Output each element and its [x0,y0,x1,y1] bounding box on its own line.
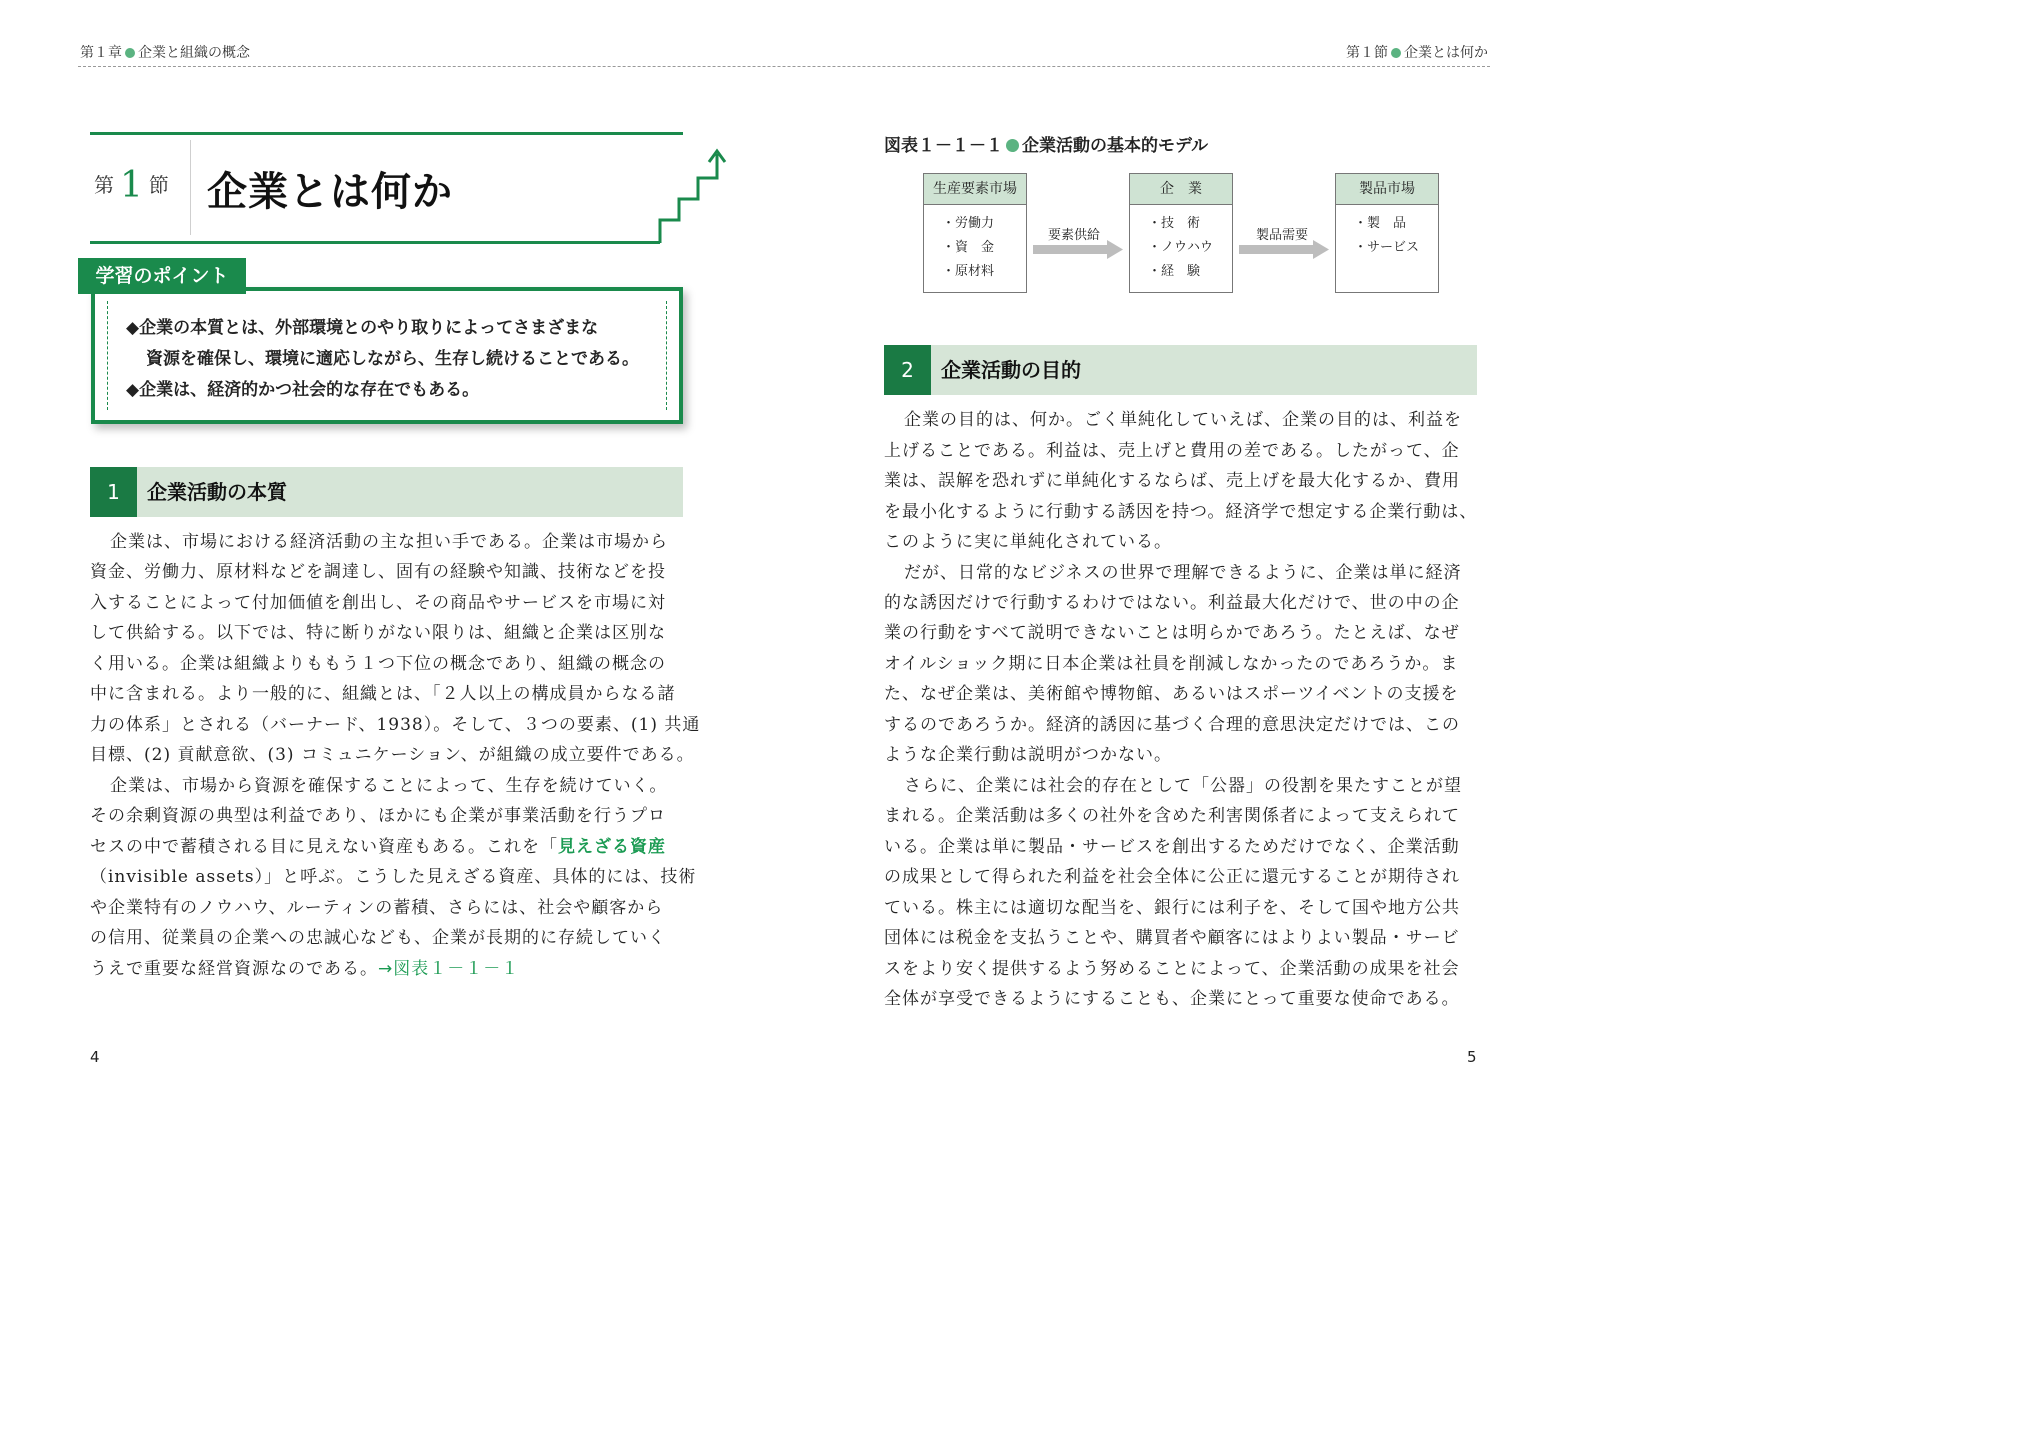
diagram-box-item: ・技 術 [1148,216,1201,231]
body-line: 業の行動をすべて説明できないことは明らかであろう。たとえば、なぜ [884,623,1460,643]
heading-title: 企業活動の本質 [147,480,287,504]
body-line: 目標、(2) 貢献意欲、(3) コミュニケーション、が組織の成立要件である。 [90,745,695,765]
body-line: 全体が享受できるようにすることも、企業にとって重要な使命である。 [884,989,1460,1009]
diagram-box-product-market [1335,173,1439,293]
body-line: の成果として得られた利益を社会全体に公正に還元することが期待され [884,867,1460,887]
diagram-box-item: ・製 品 [1354,216,1407,231]
body-line: を最小化するように行動する誘因を持つ。経済学で想定する企業行動は、 [884,502,1478,522]
body-line: するのであろうか。経済的誘因に基づく合理的意思決定だけでは、この [884,715,1460,735]
heading-1 [90,467,683,517]
body-line [90,832,666,857]
body-line: の信用、従業員の企業への忠誠心なども、企業が長期的に存続していく [90,928,666,948]
arrow-label-demand: 製品需要 [1256,228,1309,243]
diagram-box-header: 生産要素市場 [924,174,1026,205]
learning-point-line: 資源を確保し、環境に適応しながら、生存し続けることである。 [146,349,639,369]
heading-2 [884,345,1477,395]
learning-point-line: ◆企業の本質とは、外部環境とのやり取りによってさまざまな [126,318,599,338]
diagram-box-item: ・労働力 [942,216,995,231]
learning-point-line: ◆企業は、経済的かつ社会的な存在でもある。 [126,380,480,400]
section-prefix: 第 [94,173,114,197]
body-line: オイルショック期に日本企業は社員を削減しなかったのであろうか。ま [884,654,1459,674]
body-line: その余剰資源の典型は利益であり、ほかにも企業が事業活動を行うプロ [90,806,666,826]
body-line: く用いる。企業は組織よりももう１つ下位の概念であり、組織の概念の [90,654,666,674]
body-line: 企業は、市場から資源を確保することによって、生存を続けていく。 [110,776,668,796]
section-title: 企業とは何か [207,169,453,215]
heading-title: 企業活動の目的 [941,358,1081,382]
body-text: うえで重要な経営資源なのである。 [90,959,378,979]
arrow-label-supply: 要素供給 [1048,228,1101,243]
header-divider [78,66,1490,67]
body-line: 資金、労働力、原材料などを調達し、固有の経験や知識、技術などを投 [90,562,666,582]
body-line: や企業特有のノウハウ、ルーティンの蓄積、さらには、社会や顧客から [90,898,664,918]
page-number-left: 4 [90,1048,100,1066]
diagram-box-item: ・サービス [1354,240,1420,255]
running-header-right [1346,42,1488,62]
section-suffix: 節 [148,173,169,197]
diagram-box-header: 製品市場 [1336,174,1438,205]
diagram-box-factor-market [923,173,1027,293]
body-line: だが、日常的なビジネスの世界で理解できるように、企業は単に経済 [904,563,1462,583]
body-line: ている。株主には適切な配当を、銀行には利子を、そして国や地方公共 [884,898,1460,918]
heading-number: 1 [90,467,137,517]
body-line: た、なぜ企業は、美術館や博物館、あるいはスポーツイベントの支援を [884,684,1459,704]
diagram-box-item: ・資 金 [942,240,995,255]
bullet-dot-icon [125,48,135,58]
body-text: セスの中で蓄積される目に見えない資産もある。これを「 [90,837,558,857]
section-label: 第１節 [1346,45,1388,61]
body-line: して供給する。以下では、特に断りがない限りは、組織と企業は区別な [90,623,666,643]
body-line [90,954,519,979]
body-line: ような企業行動は説明がつかない。 [884,745,1172,765]
running-header-left [80,42,250,62]
diagram-box-item: ・経 験 [1148,264,1201,279]
body-line: 企業の目的は、何か。ごく単純化していえば、企業の目的は、利益を [904,410,1462,430]
body-line: いる。企業は単に製品・サービスを創出するためだけでなく、企業活動 [884,837,1460,857]
title-rule-top [90,132,683,135]
body-line: 企業は、市場における経済活動の主な担い手である。企業は市場から [110,532,668,552]
body-line: まれる。企業活動は多くの社外を含めた利害関係者によって支えられて [884,806,1460,826]
page-number-right: 5 [1467,1048,1477,1066]
title-rule-bottom [90,241,660,244]
section-number-value: 1 [120,165,143,206]
diagram-box-header: 企 業 [1130,174,1232,205]
body-line: さらに、企業には社会的存在として「公器」の役割を果たすことが望 [904,776,1462,796]
heading-number: 2 [884,345,931,395]
chapter-title: 企業と組織の概念 [138,45,250,61]
chapter-label: 第１章 [80,45,122,61]
body-line: （invisible assets）」と呼ぶ。こうした見えざる資産、具体的には、技術 [90,867,697,887]
right-arrow-icon [1033,240,1123,260]
body-line: 的な誘因だけで行動するわけではない。利益最大化だけで、世の中の企 [884,593,1460,613]
diagram-box-item: ・ノウハウ [1148,240,1214,255]
body-line: スをより安く提供するよう努めることによって、企業活動の成果を社会 [884,959,1460,979]
right-arrow-icon [1239,240,1329,260]
figure-title [884,131,1208,156]
stairs-arrow-icon [655,146,730,246]
figure-label: 図表１－１－１ [884,136,1003,156]
key-term: 見えざる資産 [558,837,666,857]
bullet-dot-icon [1006,139,1019,152]
learning-points-label: 学習のポイント [78,258,246,294]
body-line: 団体には税金を支払うことや、購買者や顧客にはよりよい製品・サービ [884,928,1460,948]
section-running-title: 企業とは何か [1404,45,1488,61]
body-line: このように実に単純化されている。 [884,532,1172,552]
figure-reference-link[interactable]: →図表１－１－１ [378,959,520,979]
body-line: 力の体系」とされる（バーナード、1938）。そして、３つの要素、(1) 共通 [90,715,701,735]
body-line: 入することによって付加価値を創出し、その商品やサービスを市場に対 [90,593,666,613]
body-line: 上げることである。利益は、売上げと費用の差である。したがって、企 [884,441,1460,461]
diagram-box-enterprise [1129,173,1233,293]
section-number [94,165,169,206]
figure-caption: 企業活動の基本的モデル [1022,136,1209,156]
bullet-dot-icon [1391,48,1401,58]
body-line: 業は、誤解を恐れずに単純化するならば、売上げを最大化するか、費用 [884,471,1460,491]
title-divider [190,140,191,235]
diagram-box-item: ・原材料 [942,264,995,279]
body-line: 中に含まれる。より一般的に、組織とは、「２人以上の構成員からなる諸 [90,684,676,704]
